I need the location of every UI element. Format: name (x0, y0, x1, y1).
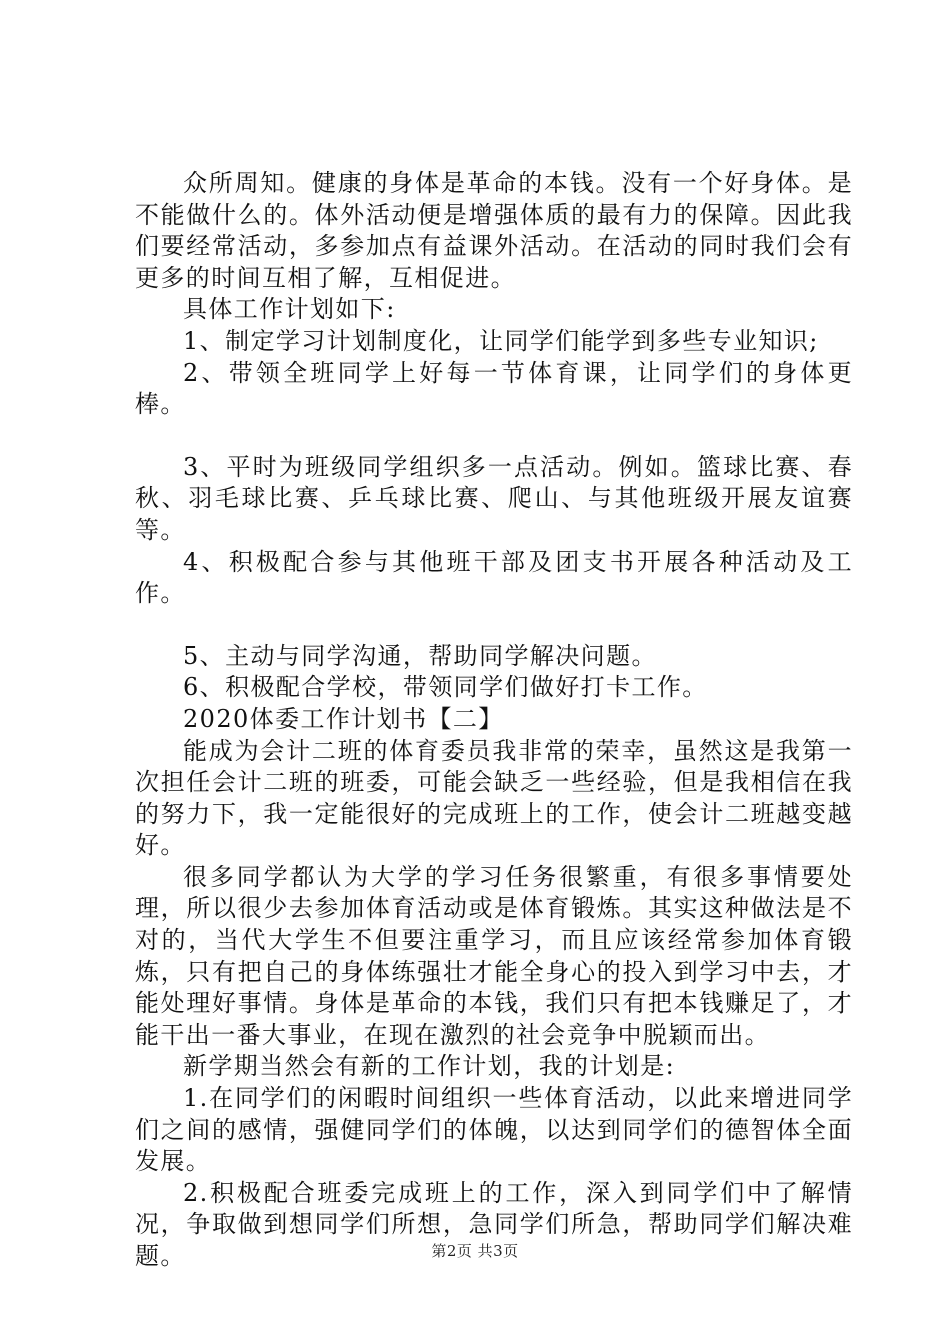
paragraph-opinion: 很多同学都认为大学的学习任务很繁重，有很多事情要处理，所以很少去参加体育活动或是体育锻炼。其实这种做法是不对的，当代大学生不但要注重学习，而且应该经常参加体育锻炼，只有把自己的身体练强壮才能全身心的投入到学习中去，才能处理好事情。身体是革命的本钱，我们只有把本钱赚足了，才能干出一番大事业，在现在激烈的社会竞争中脱颖而出。 (135, 862, 853, 1049)
list-item-6: 6、积极配合学校，带领同学们做好打卡工作。 (183, 673, 708, 702)
paragraph-plan-heading: 具体工作计划如下: (183, 295, 396, 324)
paragraph-honor: 能成为会计二班的体育委员我非常的荣幸，虽然这是我第一次担任会计二班的班委，可能会缺乏一些经验，但是我相信在我的努力下，我一定能很好的完成班上的工作，使会计二班越变越好。 (135, 736, 853, 860)
paragraph-new-plan: 新学期当然会有新的工作计划，我的计划是: (183, 1052, 676, 1081)
list-item-4: 4、积极配合参与其他班干部及团支书开展各种活动及工作。 (135, 547, 853, 608)
list-item-1: 1、制定学习计划制度化，让同学们能学到多些专业知识; (183, 326, 819, 355)
document-body (135, 168, 853, 1273)
plan-item-2: 2.积极配合班委完成班上的工作，深入到同学们中了解情况，争取做到想同学们所想，急同学们所急，帮助同学们解决难题。 (135, 1178, 853, 1270)
list-item-5: 5、主动与同学沟通，帮助同学解决问题。 (183, 641, 657, 670)
paragraph-intro: 众所周知。健康的身体是革命的本钱。没有一个好身体。是不能做什么的。体外活动便是增强体质的最有力的保障。因此我们要经常活动，多参加点有益课外活动。在活动的同时我们会有更多的时间互相了解，互相促进。 (135, 169, 853, 292)
plan-item-1: 1.在同学们的闲暇时间组织一些体育活动，以此来增进同学们之间的感情，强健同学们的体魄，以达到同学们的德智体全面发展。 (135, 1084, 853, 1176)
list-item-3: 3、平时为班级同学组织多一点活动。例如。篮球比赛、春秋、羽毛球比赛、乒乓球比赛、爬山、与其他班级开展友谊赛等。 (135, 452, 853, 544)
section-heading: 2020体委工作计划书【二】 (183, 704, 504, 733)
list-item-2: 2、带领全班同学上好每一节体育课，让同学们的身体更棒。 (135, 358, 853, 419)
page-number: 第2页 共3页 (431, 1242, 519, 1260)
